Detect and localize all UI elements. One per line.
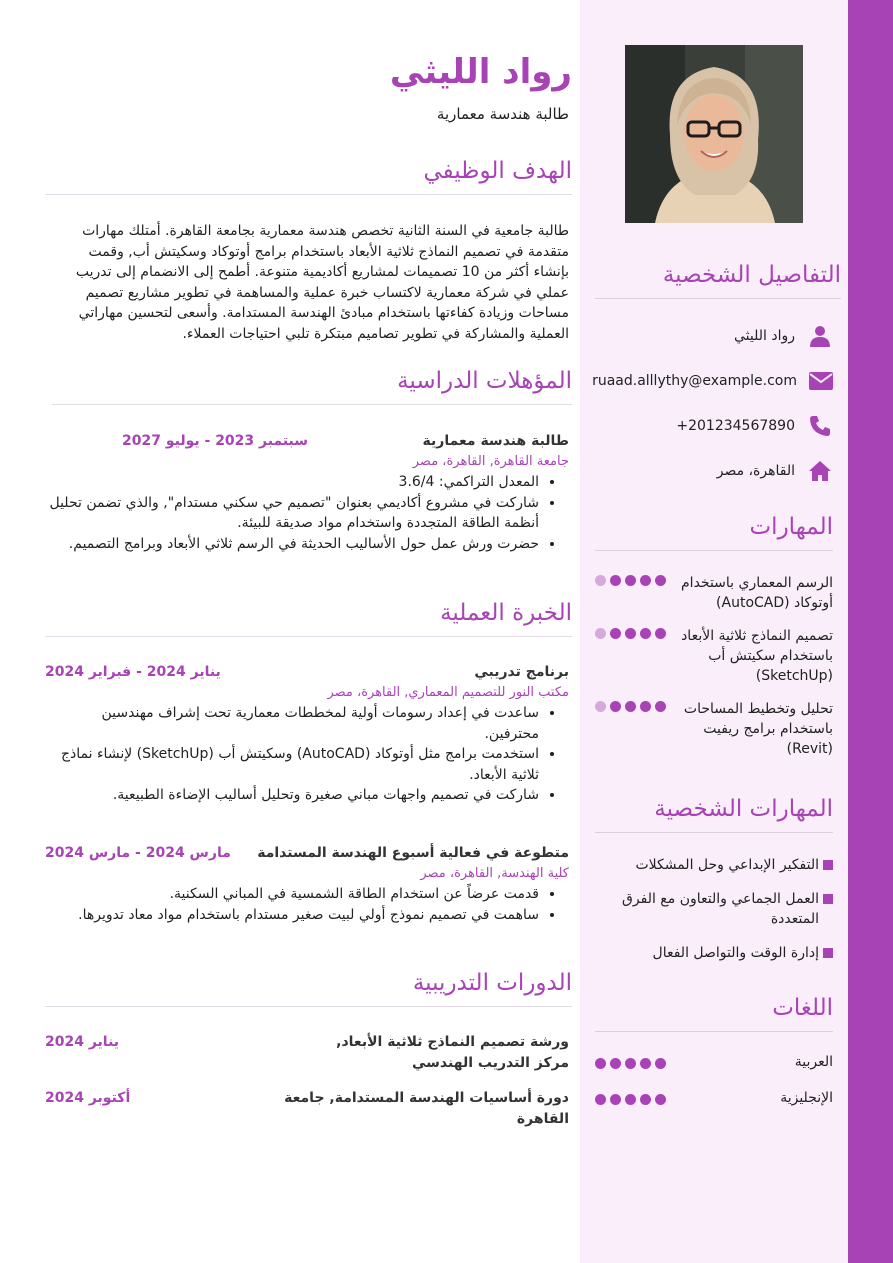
contact-address [595, 448, 833, 493]
course-date: أكتوبر 2024 [45, 1090, 131, 1106]
rating-dot [595, 575, 606, 586]
full-name: رواد الليثي [389, 52, 572, 92]
rating-dot [595, 701, 606, 712]
objective-text: طالبة جامعية في السنة الثانية تخصص هندسة معمارية بجامعة القاهرة. أمتلك مهارات متقدمة في تصميم النماذج ثلاثية الأبعاد باستخدام برامج أوتوكاد وسكيتش أب, وقمت بإنشاء أكثر من 10 تصميمات لمشاريع أكاديمية متنوعة. أطمح إلى الانضمام إلى تدريب عملي في شركة معمارية لاكتساب خبرة عملية والمساهمة في تطوير مشاريع تصميم مساحات وزيادة كفاءتها باستخدام مبادئ الهندسة المستدامة. وأسعى لتحسين مهاراتي العملية والمشاركة في تطوير تصاميم مبتكرة تلبي احتياجات العملاء. [75, 223, 569, 342]
experience-bullets [45, 703, 569, 806]
rating-dot [625, 1058, 636, 1069]
language-label: الإنجليزية [780, 1090, 833, 1106]
sidebar [580, 0, 848, 1263]
list-item: • حضرت ورش عمل حول الأساليب الحديثة في الرسم ثلاثي الأبعاد وبرامج التصميم. [45, 534, 539, 555]
rating-dot [595, 628, 606, 639]
rating-dot [655, 575, 666, 586]
rating-dots [595, 1058, 666, 1069]
phone-icon [807, 413, 833, 439]
list-item: • ساهمت في تصميم نموذج أولي لبيت صغير مستدام باستخدام مواد معاد تدويرها. [45, 905, 539, 926]
user-icon [807, 323, 833, 349]
objective-heading: الهدف الوظيفي [45, 158, 572, 195]
experience-heading: الخبرة العملية [45, 600, 572, 637]
experience-title: برنامج تدريبي [474, 664, 569, 680]
contact-phone-text: +201234567890 [676, 417, 795, 434]
square-bullet-icon [823, 894, 833, 904]
soft-skill-row [595, 855, 833, 875]
rating-dots [595, 701, 666, 712]
course-entry-2 [45, 1088, 569, 1130]
experience-entry-2 [45, 843, 569, 925]
list-item: • قدمت عرضاً عن استخدام الطاقة الشمسية في المباني السكنية. [45, 884, 539, 905]
experience-date: يناير 2024 - فبراير 2024 [45, 664, 221, 680]
skill-row [595, 573, 833, 613]
contact-name-text: رواد الليثي [733, 327, 795, 344]
soft-skill-row [595, 943, 833, 963]
languages-heading: اللغات [595, 995, 833, 1032]
contact-email-text: ruaad.alllythy@example.com [592, 372, 797, 389]
rating-dot [640, 1094, 651, 1105]
rating-dot [625, 1094, 636, 1105]
personal-details-heading: التفاصيل الشخصية [595, 262, 841, 299]
education-heading: المؤهلات الدراسية [52, 368, 572, 405]
contact-name [595, 313, 833, 358]
envelope-icon [809, 368, 833, 394]
contact-email[interactable] [592, 358, 833, 403]
soft-skill-label: التفكير الإبداعي وحل المشكلات [635, 857, 819, 873]
rating-dots [595, 628, 666, 639]
course-title: دورة أساسيات الهندسة المستدامة, جامعة القاهرة [284, 1090, 569, 1127]
education-date: سبتمبر 2023 - يوليو 2027 [122, 433, 309, 449]
list-item: • استخدمت برامج مثل أوتوكاد (AutoCAD) وسكيتش أب (SketchUp) لإنشاء نماذج ثلاثية الأبعاد. [45, 744, 539, 785]
soft-skills-section [595, 796, 833, 977]
rating-dot [610, 628, 621, 639]
rating-dot [655, 701, 666, 712]
skill-row [595, 626, 833, 686]
list-item: • شاركت في مشروع أكاديمي بعنوان "تصميم حي سكني مستدام", والذي تضمن تحليل أنظمة الطاقة المتجددة واستخدام مواد صديقة للبيئة. [45, 493, 539, 534]
skill-label: الرسم المعماري باستخدام أوتوكاد (AutoCAD) [681, 575, 833, 611]
rating-dot [595, 1058, 606, 1069]
rating-dot [625, 701, 636, 712]
square-bullet-icon [823, 860, 833, 870]
rating-dot [640, 575, 651, 586]
language-label: العربية [794, 1054, 833, 1070]
experience-title: متطوعة في فعالية أسبوع الهندسة المستدامة [257, 845, 569, 861]
rating-dot [655, 1058, 666, 1069]
rating-dots [595, 1094, 666, 1105]
soft-skill-label: العمل الجماعي والتعاون مع الفرق المتعددة [622, 891, 819, 927]
skill-row [595, 699, 833, 759]
experience-entry-1 [45, 662, 569, 806]
home-icon [807, 458, 833, 484]
language-row [595, 1044, 833, 1080]
languages-section [595, 995, 833, 1116]
rating-dot [640, 701, 651, 712]
accent-bar [848, 0, 893, 1263]
education-title: طالبة هندسة معمارية [422, 433, 569, 449]
course-entry-1 [45, 1032, 569, 1074]
skill-label: تصميم النماذج ثلاثية الأبعاد باستخدام سكيتش أب (SketchUp) [681, 628, 833, 684]
personal-details-section [592, 262, 841, 493]
education-entry [45, 431, 569, 554]
rating-dot [625, 628, 636, 639]
list-item: • المعدل التراكمي: 3.6/4 [45, 472, 539, 493]
rating-dot [625, 575, 636, 586]
education-institution: جامعة القاهرة, القاهرة، مصر [412, 454, 569, 469]
soft-skills-heading: المهارات الشخصية [595, 796, 833, 833]
experience-institution: كلية الهندسة, القاهرة، مصر [420, 866, 569, 881]
education-bullets [45, 472, 569, 554]
list-item: • شاركت في تصميم واجهات مباني صغيرة وتحليل أساليب الإضاءة الطبيعية. [45, 785, 539, 806]
rating-dot [610, 701, 621, 712]
skill-label: تحليل وتخطيط المساحات باستخدام برامج ريفيت (Revit) [683, 701, 833, 757]
experience-institution: مكتب النور للتصميم المعماري, القاهرة، مصر [327, 685, 569, 700]
rating-dot [610, 1058, 621, 1069]
experience-bullets [45, 884, 569, 925]
rating-dot [655, 1094, 666, 1105]
soft-skill-label: إدارة الوقت والتواصل الفعال [652, 945, 819, 961]
skills-heading: المهارات [595, 514, 833, 551]
contact-address-text: القاهرة، مصر [716, 462, 795, 479]
profile-photo [625, 45, 803, 223]
square-bullet-icon [823, 948, 833, 958]
rating-dot [640, 1058, 651, 1069]
experience-date: مارس 2024 - مارس 2024 [45, 845, 231, 861]
rating-dot [595, 1094, 606, 1105]
courses-heading: الدورات التدريبية [45, 970, 572, 1007]
skills-section [595, 514, 833, 772]
rating-dots [595, 575, 666, 586]
course-date: يناير 2024 [45, 1034, 120, 1050]
job-title: طالبة هندسة معمارية [436, 105, 569, 123]
rating-dot [655, 628, 666, 639]
language-row [595, 1080, 833, 1116]
course-title: ورشة تصميم النماذج ثلاثية الأبعاد, مركز التدريب الهندسي [336, 1034, 569, 1071]
soft-skill-row [595, 889, 833, 929]
rating-dot [610, 575, 621, 586]
list-item: • ساعدت في إعداد رسومات أولية لمخططات معمارية تحت إشراف مهندسين محترفين. [45, 703, 539, 744]
rating-dot [610, 1094, 621, 1105]
contact-phone[interactable] [595, 403, 833, 448]
rating-dot [640, 628, 651, 639]
